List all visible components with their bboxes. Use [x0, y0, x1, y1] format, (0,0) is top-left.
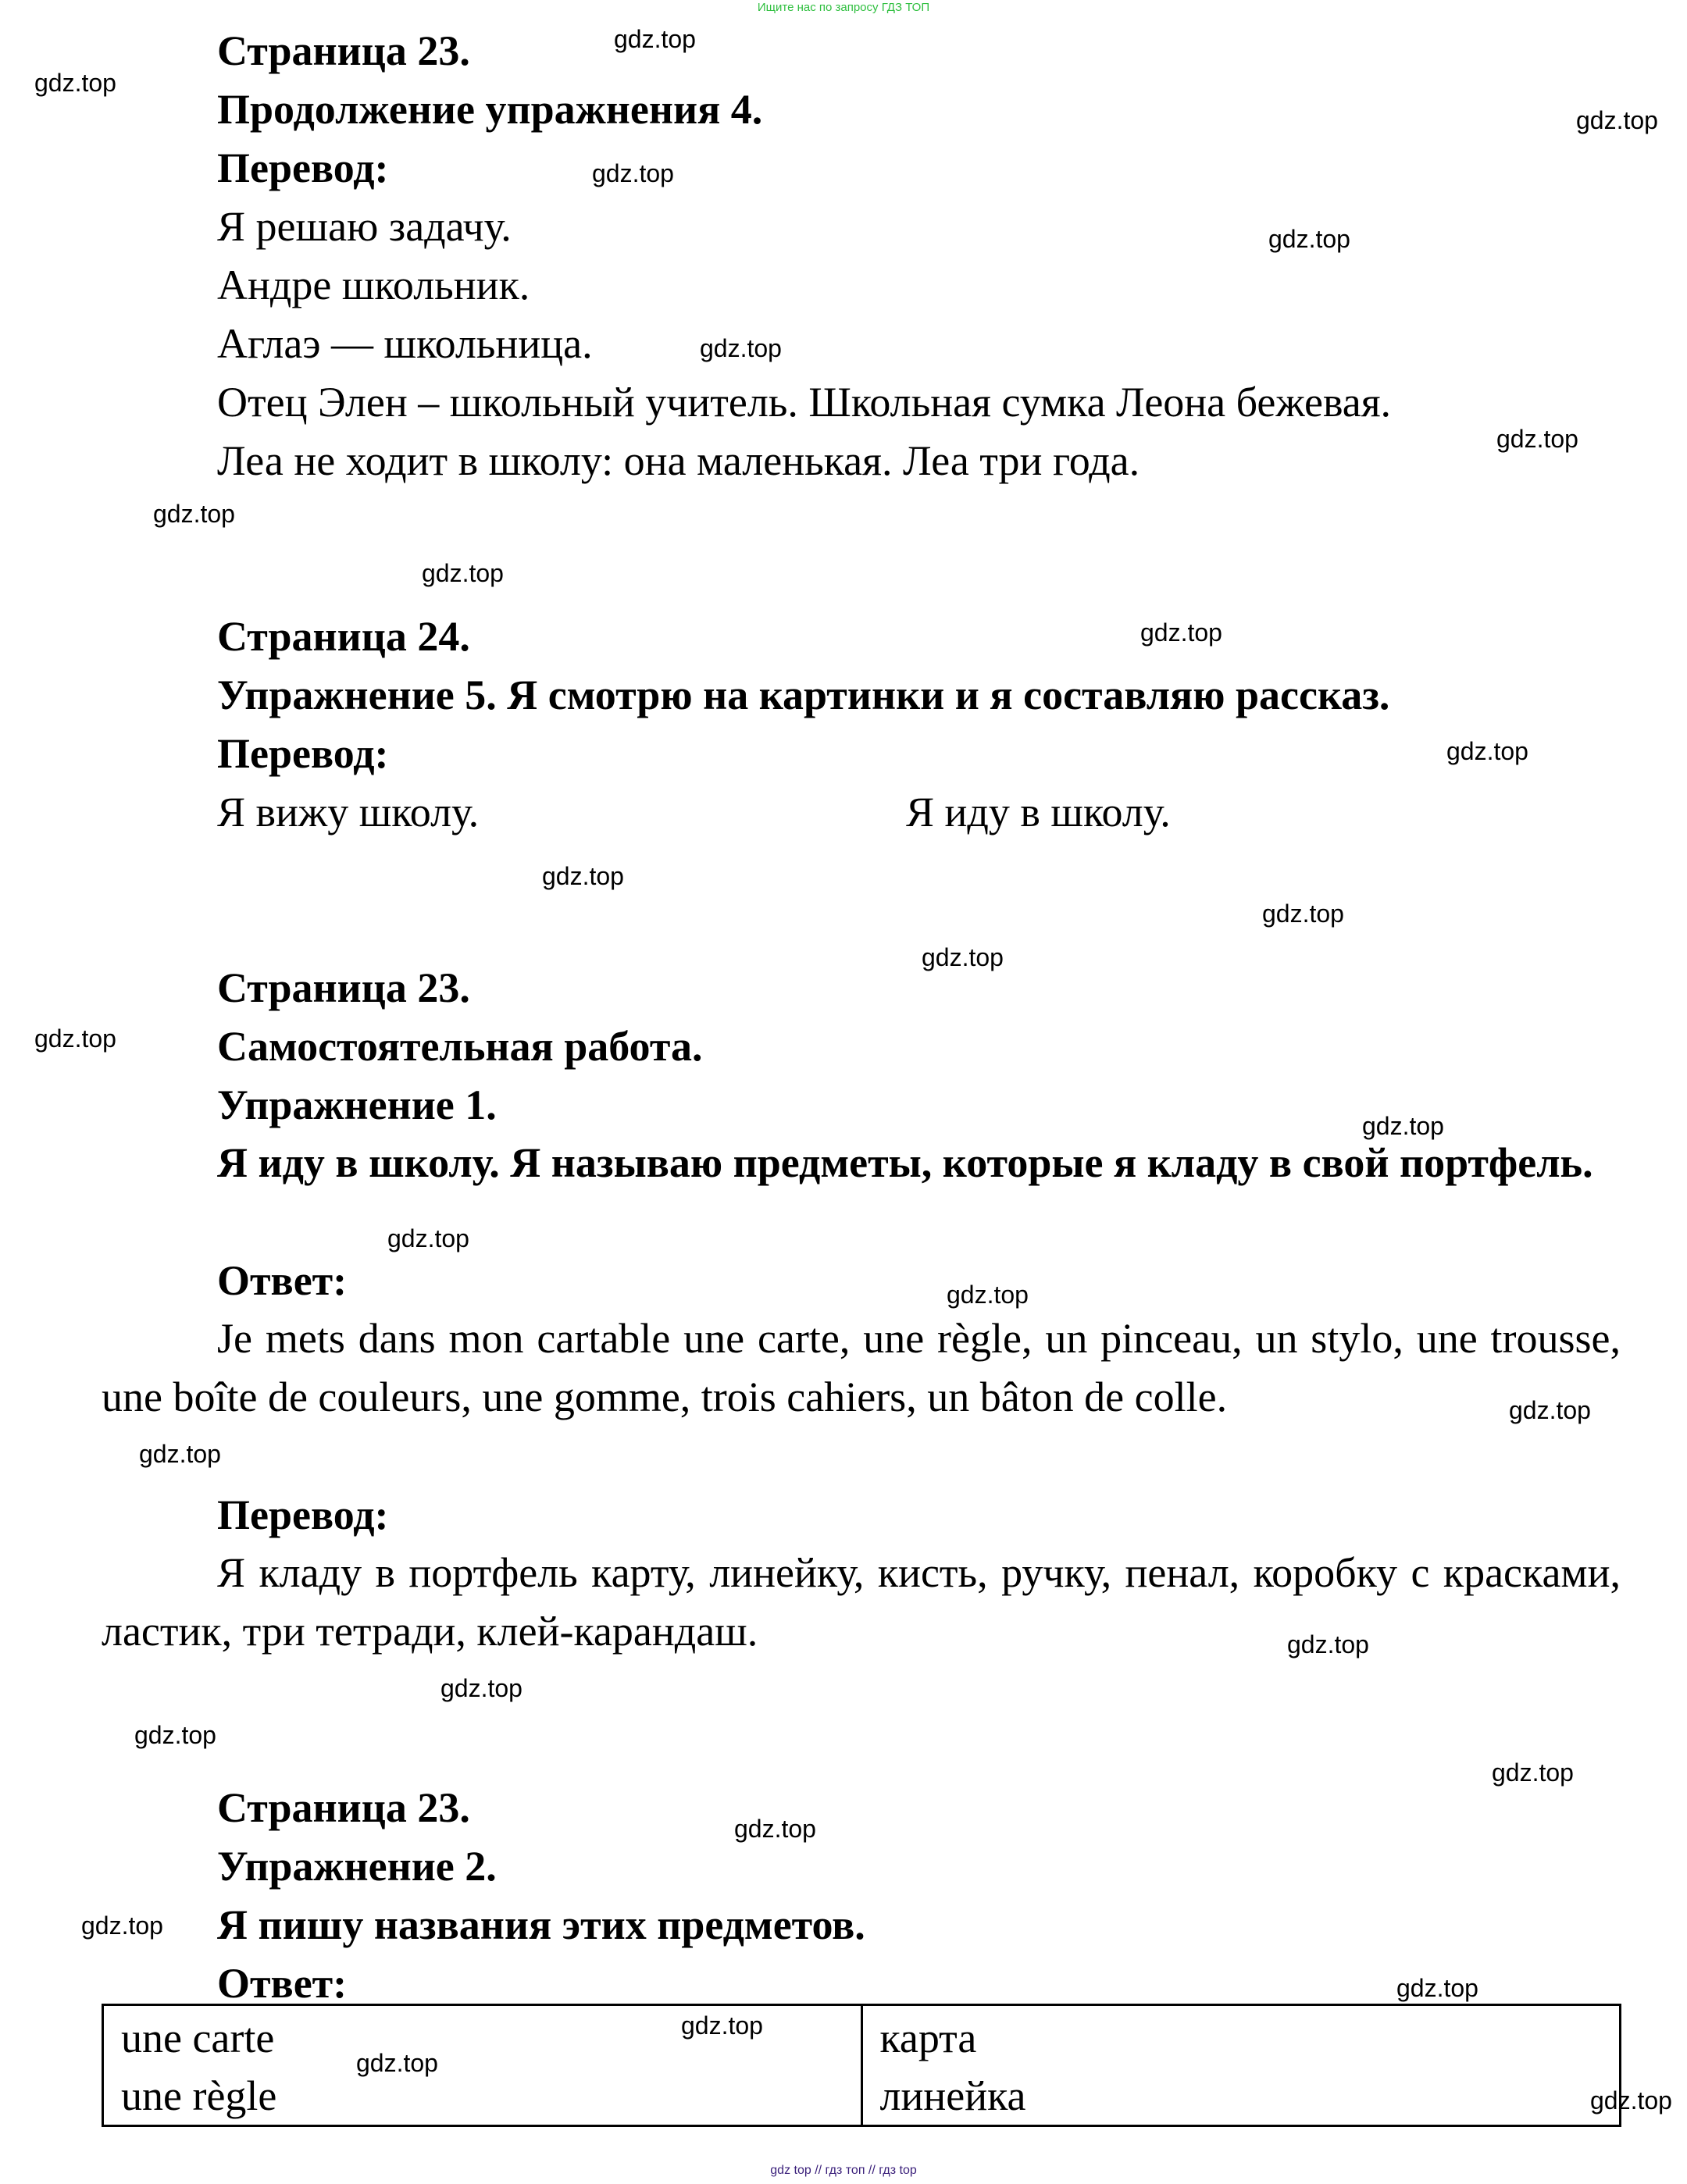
- watermark: gdz.top: [440, 1674, 523, 1702]
- answer-label: Ответ:: [217, 1257, 348, 1304]
- table-cell: une règle: [121, 2072, 277, 2119]
- translation-left: Я вижу школу.: [217, 789, 480, 835]
- translation-label: Перевод:: [217, 1491, 389, 1538]
- watermark: gdz.top: [1509, 1396, 1591, 1424]
- page-heading-23: Страница 23.: [217, 964, 470, 1011]
- watermark: gdz.top: [1140, 618, 1222, 647]
- watermark: gdz.top: [1446, 737, 1528, 765]
- watermark: gdz.top: [134, 1721, 216, 1749]
- watermark: gdz.top: [1496, 425, 1578, 453]
- answer-text: Je mets dans mon cartable une carte, une règle, un pinceau, un stylo, une trousse, une boîte de couleurs, une gomme, trois cahiers, un bâton de colle.: [102, 1315, 1621, 1420]
- watermark: gdz.top: [1576, 106, 1658, 134]
- exercise-heading: Упражнение 5. Я смотрю на картинки и я составляю рассказ.: [217, 672, 1390, 718]
- watermark: gdz.top: [153, 500, 235, 528]
- translation-line: Леа не ходит в школу: она маленькая. Леа три года.: [217, 437, 1140, 484]
- watermark: gdz.top: [1287, 1630, 1369, 1658]
- watermark: gdz.top: [700, 334, 782, 362]
- translation-line: Аглаэ — школьница.: [217, 320, 593, 367]
- task-text: Я иду в школу. Я называю предметы, которые я кладу в свой портфель.: [217, 1139, 1593, 1186]
- exercise-heading: Продолжение упражнения 4.: [217, 86, 763, 133]
- watermark: gdz.top: [1590, 2086, 1672, 2115]
- translation-right: Я иду в школу.: [906, 789, 1171, 835]
- watermark: gdz.top: [1492, 1758, 1574, 1787]
- translation-label: Перевод:: [217, 144, 389, 191]
- watermark: gdz.top: [947, 1281, 1029, 1309]
- watermark: gdz.top: [356, 2049, 438, 2077]
- watermark: gdz.top: [139, 1440, 221, 1468]
- answer-label: Ответ:: [217, 1960, 348, 2007]
- watermark: gdz.top: [681, 2011, 763, 2040]
- russian-column: [861, 2005, 1621, 2126]
- table-cell: une carte: [121, 2015, 275, 2061]
- section-title: Самостоятельная работа.: [217, 1023, 703, 1070]
- watermark: gdz.top: [1362, 1112, 1444, 1140]
- translation-line: Андре школьник.: [217, 262, 530, 308]
- table-cell: карта: [879, 2015, 977, 2061]
- watermark: gdz.top: [734, 1815, 816, 1843]
- page-heading-23: Страница 23.: [217, 27, 470, 74]
- task-text: Я пишу названия этих предметов.: [217, 1901, 865, 1948]
- answer-table: [102, 2004, 1621, 2127]
- page-heading-24: Страница 24.: [217, 613, 470, 660]
- watermark: gdz.top: [1396, 1974, 1478, 2002]
- table-row: [103, 2005, 1621, 2126]
- watermark: gdz.top: [422, 559, 504, 587]
- watermark: gdz.top: [81, 1911, 163, 1940]
- watermark: gdz.top: [34, 69, 116, 97]
- watermark: gdz.top: [387, 1224, 469, 1252]
- watermark: gdz.top: [1262, 900, 1344, 928]
- translation-line: Отец Элен – школьный учитель. Школьная сумка Леона бежевая.: [217, 379, 1392, 426]
- translation-label: Перевод:: [217, 730, 389, 777]
- exercise-heading: Упражнение 1.: [217, 1081, 497, 1128]
- page-heading-23: Страница 23.: [217, 1784, 470, 1831]
- table-cell: линейка: [879, 2072, 1026, 2119]
- watermark: gdz.top: [922, 943, 1004, 971]
- watermark: gdz.top: [34, 1024, 116, 1053]
- bottom-banner: gdz top // гдз топ // гдз top: [770, 2164, 917, 2177]
- watermark: gdz.top: [542, 862, 624, 890]
- watermark: gdz.top: [592, 159, 674, 187]
- exercise-heading: Упражнение 2.: [217, 1843, 497, 1890]
- top-banner: Ищите нас по запросу ГДЗ ТОП: [757, 1, 930, 14]
- watermark: gdz.top: [614, 25, 696, 53]
- watermark: gdz.top: [1268, 225, 1350, 253]
- translation-line: Я решаю задачу.: [217, 203, 512, 250]
- translation-text: Я кладу в портфель карту, линейку, кисть, ручку, пенал, коробку с красками, ластик, три тетради, клей-карандаш.: [102, 1549, 1621, 1655]
